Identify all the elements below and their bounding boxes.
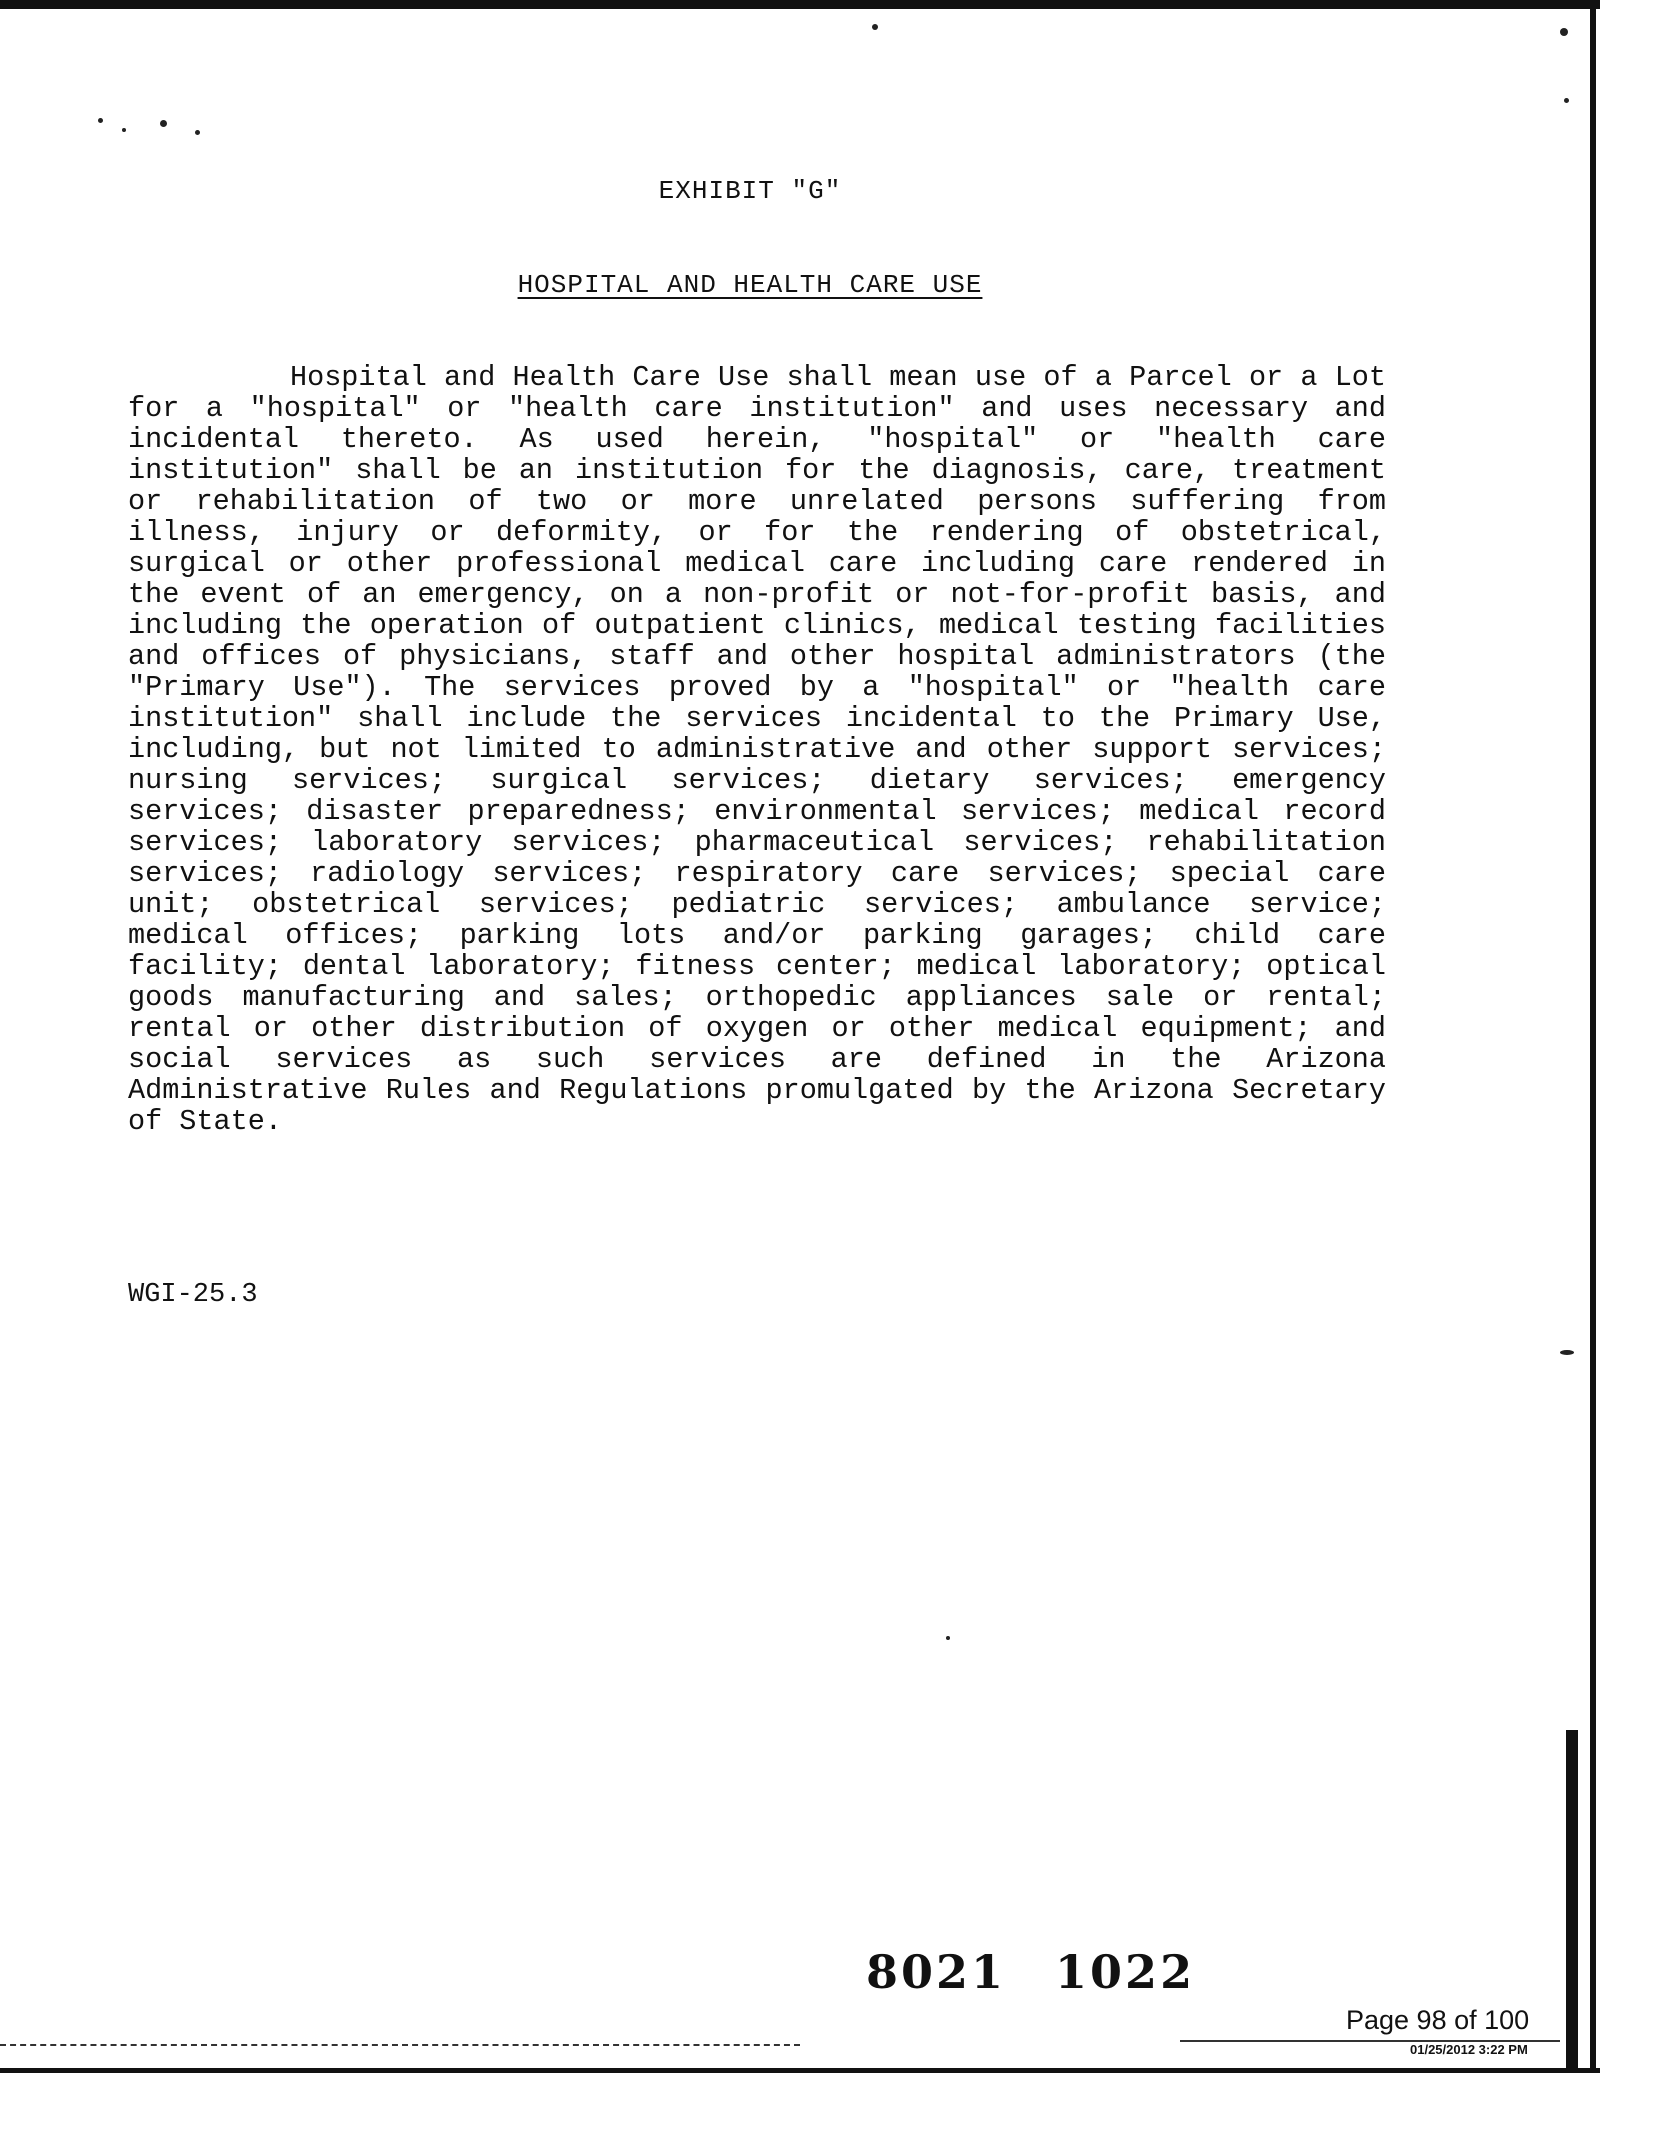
reference-code: WGI-25.3 — [128, 1280, 258, 1310]
right-edge-mark — [1566, 1730, 1578, 2070]
scan-speck — [1560, 1350, 1574, 1355]
exhibit-label: EXHIBIT "G" — [658, 176, 842, 206]
scan-speck — [160, 120, 167, 127]
top-border — [0, 0, 1600, 9]
scan-speck — [946, 1636, 950, 1640]
document-stamp-number: 8021 1022 — [866, 1945, 1196, 1999]
scan-speck — [122, 128, 126, 132]
footer-line-left — [0, 2044, 800, 2046]
scan-speck — [872, 24, 878, 30]
heading-text: HOSPITAL AND HEALTH CARE USE — [517, 270, 983, 300]
scan-speck — [195, 130, 200, 135]
definition-paragraph: Hospital and Health Care Use shall mean use of a Parcel or a Lot for a "hospital" or "health care institution" and uses necessary and incidental thereto. As used herein, "hospital" or "health care institution" shall be an institution for the diagnosis, care, treatment or rehabilitation of two or more unrelated persons suffering from illness, injury or deformity, or for the rendering of obstetrical, surgical or other professional medical care including care rendered in the event of an emergency, on a non-profit or not-for-profit basis, and including the operation of outpatient clinics, medical testing facilities and offices of physicians, staff and other hospital administrators (the "Primary Use"). The services proved by a "hospital" or "health care institution" shall include the services incidental to the Primary Use, including, but not limited to administrative and other support services; nursing services; surgical services; dietary services; emergency services; disaster preparedness; environmental services; medical record services; laboratory services; pharmaceutical services; rehabilitation services; radiology services; respiratory care services; special care unit; obstetrical services; pediatric services; ambulance service; medical offices; parking lots and/or parking garages; child care facility; dental laboratory; fitness center; medical laboratory; optical goods manufacturing and sales; orthopedic appliances sale or rental; rental or other distribution of oxygen or other medical equipment; and social services as such services are defined in the Arizona Administrative Rules and Regulations promulgated by the Arizona Secretary of State. — [128, 361, 1386, 1138]
bottom-border — [0, 2068, 1600, 2073]
page-timestamp: 01/25/2012 3:22 PM — [1410, 2042, 1528, 2057]
scan-speck — [1560, 28, 1568, 36]
scan-speck — [1564, 98, 1569, 103]
scan-speck — [98, 118, 103, 123]
page-number: Page 98 of 100 — [1346, 2005, 1530, 2035]
document-heading — [0, 270, 1500, 300]
right-border — [1590, 0, 1596, 2072]
